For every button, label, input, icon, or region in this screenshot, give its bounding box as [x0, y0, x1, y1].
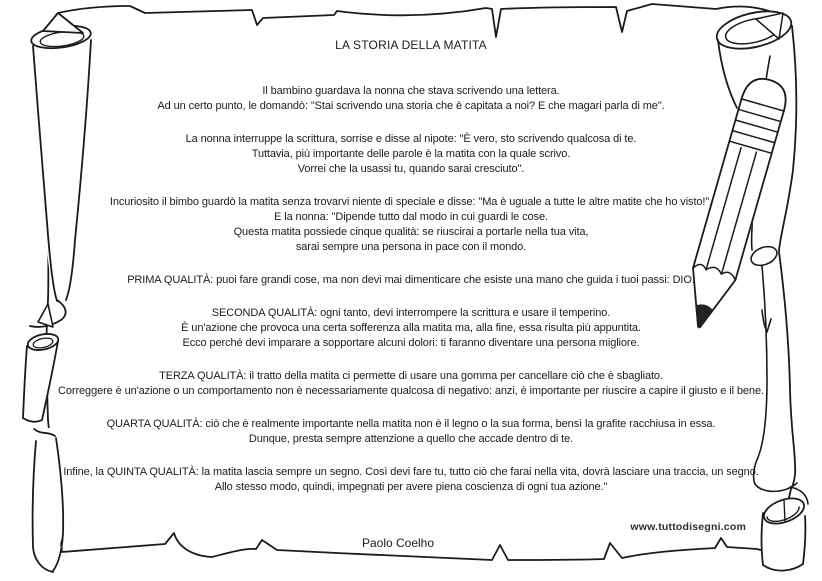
paragraph-seconda-qualita — [0, 306, 822, 351]
text-line: Ad un certo punto, le domandò: "Stai scrivendo una storia che è capitata a noi? E che magari parla di me". — [157, 100, 665, 112]
document-title: LA STORIA DELLA MATITA — [335, 38, 487, 52]
text-line: È un'azione che provoca una certa sofferenza alla matita ma, alla fine, essa risulta più appuntita. — [181, 322, 641, 334]
text-line: Incuriosito il bimbo guardò la matita senza trovarvi niente di speciale e disse: "Ma è uguale a tutte le altre matite che ho visto!". — [109, 196, 713, 208]
text-line: E la nonna: "Dipende tutto dal modo in cui guardi le cose. — [274, 211, 548, 223]
text-line: Il bambino guardava la nonna che stava scrivendo una lettera. — [262, 85, 560, 97]
text-line: sarai sempre una persona in pace con il mondo. — [295, 241, 527, 253]
text-line: QUARTA QUALITÀ: ciò che è realmente importante nella matita non è il legno o la sua forma, bensì la grafite racchiusa in essa. — [106, 418, 716, 430]
text-line: Dunque, presta sempre attenzione a quello che accade dentro di te. — [248, 433, 574, 445]
paragraph-prima-qualita — [0, 273, 822, 288]
author-signature: Paolo Coelho — [361, 536, 435, 550]
paragraph-quarta-qualita — [0, 417, 822, 447]
text-line: Infine, la QUINTA QUALITÀ: la matita lascia sempre un segno. Così devi fare tu, tutto ciò che farai nella vita, dovrà lasciare una traccia, un segno. — [63, 466, 759, 478]
text-line: SECONDA QUALITÀ: ogni tanto, devi interrompere la scrittura e usare il temperino. — [211, 307, 611, 319]
text-line: PRIMA QUALITÀ: puoi fare grandi cose, ma non devi mai dimenticare che esiste una mano che guida i tuoi passi: DIO. — [127, 274, 695, 286]
paragraph-quinta-qualita — [0, 465, 822, 495]
text-line: Tuttavia, più importante delle parole è la matita con la quale scrivo. — [251, 148, 571, 160]
paragraph-terza-qualita — [0, 369, 822, 399]
text-line: La nonna interruppe la scrittura, sorrise e disse al nipote: "È vero, sto scrivendo qualcosa di te. — [185, 133, 637, 145]
text-line: Vorrei che la usassi tu, quando sarai cresciuto". — [297, 163, 525, 175]
paragraph — [0, 195, 822, 255]
document-text — [0, 38, 822, 495]
text-line: Ecco perché devi imparare a sopportare alcuni dolori: ti faranno diventare una persona migliore. — [182, 337, 640, 349]
website-credit: www.tuttodisegni.com — [630, 521, 746, 533]
text-line: Allo stesso modo, quindi, impegnati per avere piena coscienza di ogni tua azione." — [214, 481, 608, 493]
paragraph — [0, 132, 822, 177]
text-line: TERZA QUALITÀ: il tratto della matita ci permette di usare una gomma per cancellare ciò che è sbagliato. — [159, 370, 663, 382]
text-line: Questa matita possiede cinque qualità: se riuscirai a portarle nella tua vita, — [233, 226, 589, 238]
paragraph — [0, 84, 822, 114]
text-line: Correggere è un'azione o un comportamento non è necessariamente qualcosa di negativo: anzi, è importante per riuscire a capire il giusto e il bene. — [58, 385, 764, 397]
